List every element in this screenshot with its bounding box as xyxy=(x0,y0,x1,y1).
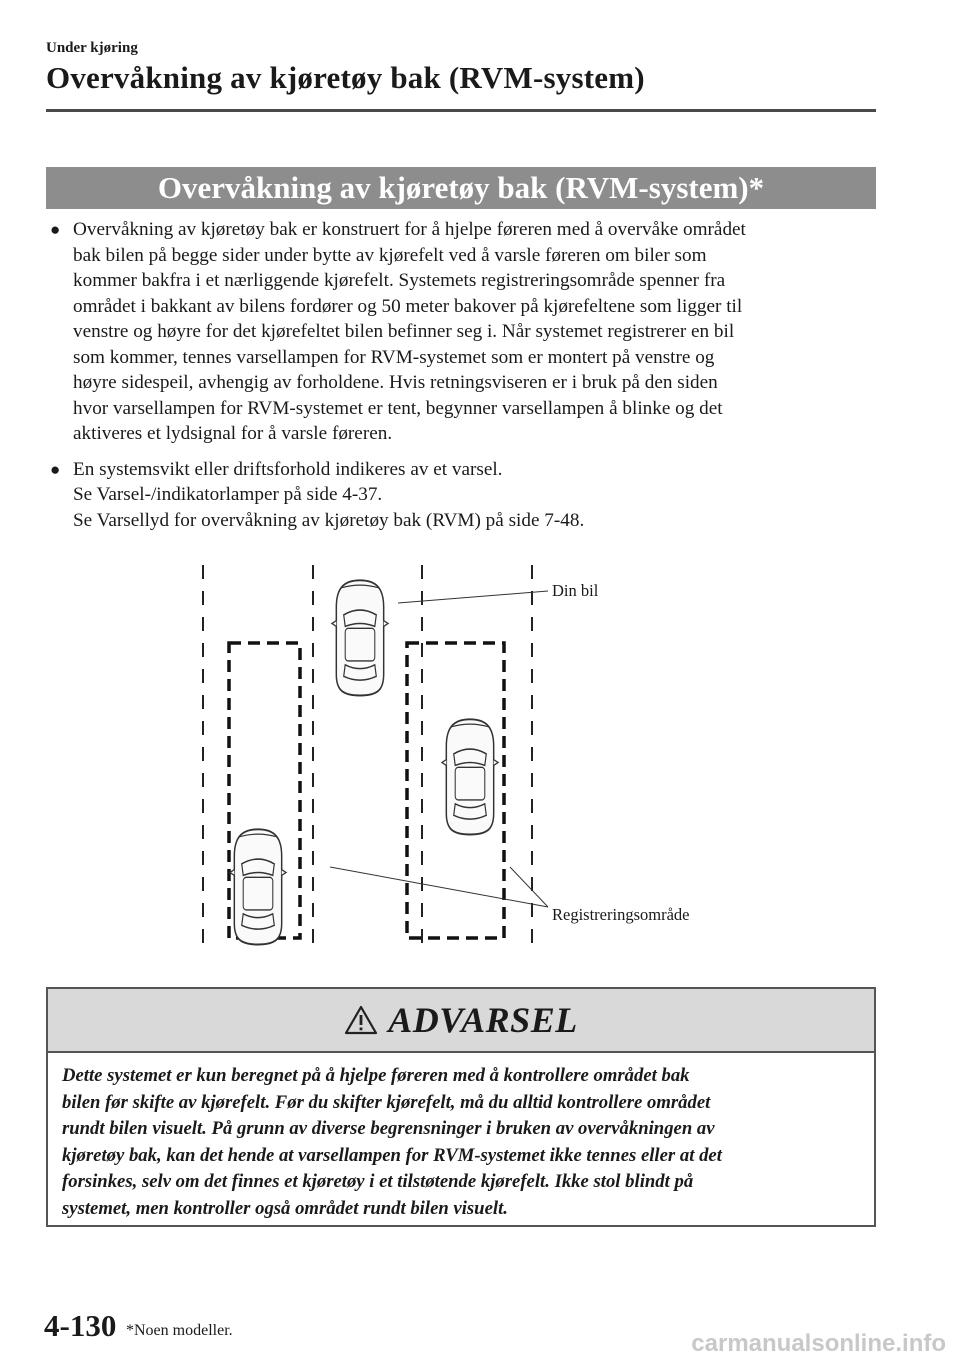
warning-title: ADVARSEL xyxy=(388,1000,578,1040)
bullet-line: Se Varsel-/indikatorlamper på side 4-37. xyxy=(73,484,383,505)
bullet-item xyxy=(46,217,876,447)
warning-header xyxy=(48,989,874,1053)
label-detection-area: Registreringsområde xyxy=(552,905,690,924)
warning-body xyxy=(48,1053,874,1222)
bullet-line: som kommer, tennes varsellampen for RVM-systemet som er montert på venstre og xyxy=(73,346,715,368)
page-number: 4-130 xyxy=(44,1308,117,1343)
title-rule xyxy=(46,109,876,112)
bullet-line: kommer bakfra i et nærliggende kjørefelt. Systemets registreringsområde spenner fra xyxy=(73,270,726,291)
bullet-dot-icon: ● xyxy=(50,220,61,239)
warning-line: Dette systemet er kun beregnet på å hjelpe føreren med å kontrollere området bak xyxy=(62,1065,690,1086)
bullet-list xyxy=(46,217,876,543)
warning-line: kjøretøy bak, kan det hende at varsellampen for RVM-systemet ikke tennes eller at det xyxy=(62,1144,722,1166)
bullet-line: Overvåkning av kjøretøy bak er konstruert for å hjelpe føreren med å overvåke området xyxy=(73,219,746,240)
left-lane-car xyxy=(230,829,286,944)
bullet-line: bak bilen på begge sider under bytte av kjørefelt ved å varsle føreren om biler som xyxy=(73,244,707,266)
bullet-line: En systemsvikt eller driftsforhold indikeres av et varsel. xyxy=(73,458,503,480)
rvm-diagram xyxy=(0,555,960,960)
leader-line-own-car xyxy=(398,591,548,603)
section-banner: Overvåkning av kjøretøy bak (RVM-system)* xyxy=(46,167,876,209)
rvm-diagram-illustration xyxy=(0,555,960,955)
bullet-line: området i bakkant av bilens fordører og 50 meter bakover på kjørefeltene som ligger til xyxy=(73,295,743,317)
warning-line: forsinkes, selv om det finnes et kjøretøy i et tilstøtende kjørefelt. Ikke stol blindt på xyxy=(62,1171,694,1192)
warning-box xyxy=(46,987,876,1227)
page-title: Overvåkning av kjøretøy bak (RVM-system) xyxy=(46,60,645,95)
bullet-dot-icon: ● xyxy=(50,459,61,479)
warning-line: systemet, men kontroller også området rundt bilen visuelt. xyxy=(62,1197,508,1219)
warning-triangle-icon xyxy=(344,1005,378,1035)
warning-line: rundt bilen visuelt. På grunn av diverse begrensninger i bruken av overvåkningen av xyxy=(62,1118,715,1139)
watermark: carmanualsonline.info xyxy=(691,1330,946,1357)
right-lane-car xyxy=(442,719,498,834)
bullet-line: Se Varsellyd for overvåkning av kjøretøy bak (RVM) på side 7-48. xyxy=(73,509,585,531)
label-own-car: Din bil xyxy=(552,581,599,600)
bullet-line: høyre sidespeil, avhengig av forholdene. Hvis retningsviseren er i bruk på den siden xyxy=(73,372,718,393)
warning-line: bilen før skifte av kjørefelt. Før du skifter kjørefelt, må du alltid kontrollere området xyxy=(62,1091,711,1113)
bullet-item xyxy=(46,457,876,534)
bullet-line: aktiveres et lydsignal for å varsle føreren. xyxy=(73,423,393,444)
bullet-line: venstre og høyre for det kjørefeltet bilen befinner seg i. Når systemet registrerer en bil xyxy=(73,321,735,342)
own-car xyxy=(332,580,388,695)
section-label: Under kjøring xyxy=(46,40,138,56)
bullet-line: hvor varsellampen for RVM-systemet er tent, begynner varsellampen å blinke og det xyxy=(73,397,723,419)
footnote: *Noen modeller. xyxy=(126,1322,233,1339)
